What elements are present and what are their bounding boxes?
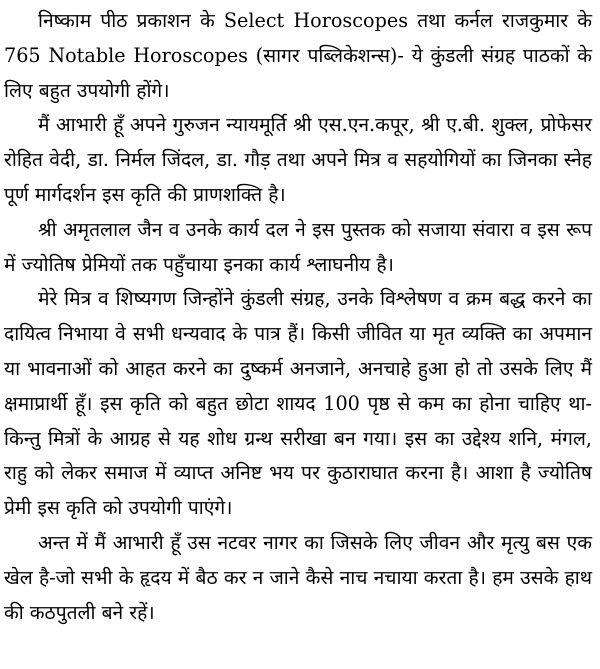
paragraph-publisher-thanks: श्री अमृतलाल जैन व उनके कार्य दल ने इस पुस्तक को सजाया संवारा व इस रूप में ज्योतिष प्रेमियों तक पहुँचाया इनका कार्य श्लाघनीय है। — [4, 217, 592, 276]
paragraph-closing-devotion: अन्त में मैं आभारी हूँ उस नटवर नागर का जिसके लिए जीवन और मृत्यु बस एक खेल है-जो सभी के हृदय में बैठ कर न जाने कैसे नाच नचाया करता है। हम उसके हाथ की कठपुतली बने रहें। — [4, 530, 592, 624]
paragraph-recommended-books: निष्काम पीठ प्रकाशन के Select Horoscopes तथा कर्नल राजकुमार के 765 Notable Horoscopes (सागर पब्लिकेशन्स)- ये कुंडली संग्रह पाठकों के लिए बहुत उपयोगी होंगे। — [4, 9, 592, 102]
paragraph-disciples-purpose: मेरे मित्र व शिष्यगण जिन्होंने कुंडली संग्रह, उनके विश्लेषण व क्रम बद्ध करने का दायित्व निभाया वे सभी धन्यवाद के पात्र हैं। किसी जीवित या मृत व्यक्ति का अपमान या भावनाओं को आहत करने का दुष्कर्म अनजाने, अनचाहे हुआ हो तो उसके लिए मैं क्षमाप्रार्थी हूँ। इस कृति को बहुत छोटा शायद 100 पृष्ठ से कम का होना चाहिए था-किन्तु मित्रों के आग्रह से यह शोध ग्रन्थ सरीखा बन गया। इस का उद्देश्य शनि, मंगल, राहु को लेकर समाज में व्याप्त अनिष्ट भय पर कुठाराघात करना है। आशा है ज्योतिष प्रेमी इस कृति को उपयोगी पाएंगे। — [4, 287, 592, 520]
paragraph-gratitude-mentors: मैं आभारी हूँ अपने गुरुजन न्यायमूर्ति श्री एस.एन.कपूर, श्री ए.बी. शुक्ल, प्रोफेसर रोहित वेदी, डा. निर्मल जिंदल, डा. गौड़ तथा अपने मित्र व सहयोगियों का जिनका स्नेह पूर्ण मार्गदर्शन इस कृति की प्राणशक्ति है। — [4, 113, 592, 206]
